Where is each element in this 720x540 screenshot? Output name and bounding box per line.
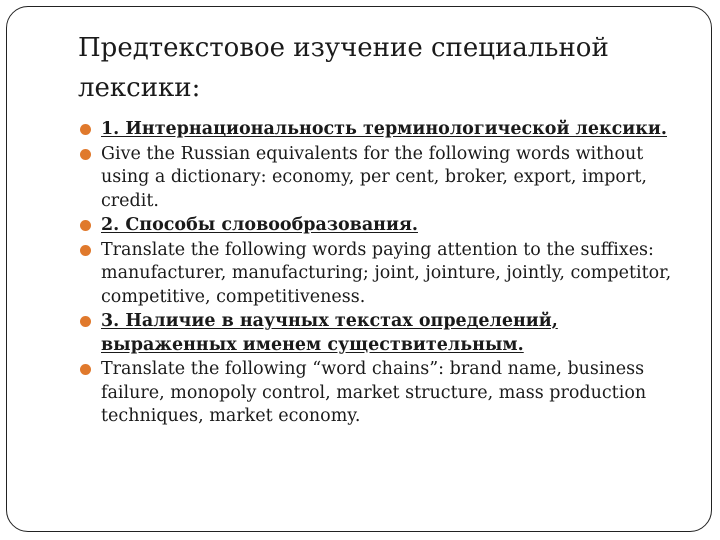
bullet-heading-text: 3. Наличие в научных текстах определений, выраженных именем существительным. bbox=[101, 311, 558, 355]
bullet-item bbox=[78, 214, 678, 238]
bullet-body-text: Translate the following words paying attention to the suffixes: manufacturer, manufacturing; joint, jointure, jointly, competitor, competitive, competitiveness. bbox=[101, 239, 672, 307]
bullet-dot-icon bbox=[80, 364, 91, 375]
slide-title: Предтекстовое изучение специальной лексики: bbox=[78, 33, 609, 103]
bullet-item bbox=[78, 239, 678, 310]
bullet-item bbox=[78, 143, 678, 214]
bullet-list bbox=[78, 118, 678, 430]
bullet-dot-icon bbox=[80, 149, 91, 160]
bullet-dot-icon bbox=[80, 124, 91, 135]
bullet-item bbox=[78, 118, 678, 142]
bullet-dot-icon bbox=[80, 316, 91, 327]
bullet-body-text: Give the Russian equivalents for the following words without using a dictionary: economy, per cent, broker, export, import, credit. bbox=[101, 143, 647, 211]
bullet-item bbox=[78, 310, 678, 357]
bullet-dot-icon bbox=[80, 245, 91, 256]
bullet-body-text: Translate the following “word chains”: brand name, business failure, monopoly control, market structure, mass production techniques, market economy. bbox=[101, 359, 647, 426]
bullet-dot-icon bbox=[80, 220, 91, 231]
bullet-heading-text: 1. Интернациональность терминологической лексики. bbox=[101, 119, 667, 139]
bullet-heading-text: 2. Способы словообразования. bbox=[101, 215, 418, 235]
bullet-item bbox=[78, 358, 678, 429]
